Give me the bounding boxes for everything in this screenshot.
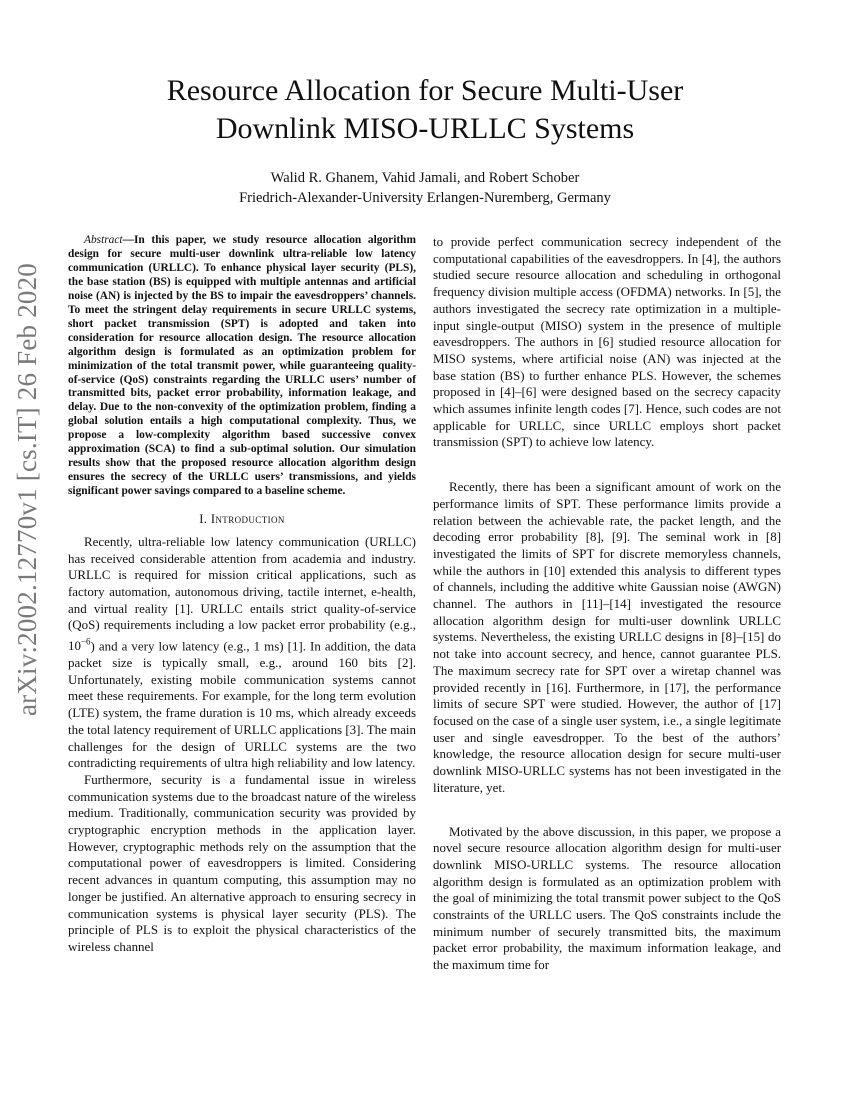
abstract <box>68 234 416 499</box>
arxiv-identifier-text: arXiv:2002.12770v1 [cs.IT] 26 Feb 2020 <box>12 262 43 716</box>
abstract-text: —In this paper, we study resource allocation algorithm design for secure multi-user downlink ultra-reliable low latency communication (URLLC). To enhance physical layer security (PLS), the base station (BS) is equipped with multiple antennas and artificial noise (AN) is injected by the BS to impair the eavesdroppers’ channels. To meet the stringent delay requirements in secure URLLC systems, short packet transmission (SPT) is adopted and taken into consideration for resource allocation design. The resource allocation algorithm design is formulated as an optimization problem for minimization of the total transmit power, while guaranteeing quality-of-service (QoS) constraints regarding the URLLC users’ number of transmitted bits, packet error probability, information leakage, and delay. Due to the non-convexity of the optimization problem, finding a global solution entails a high computational complexity. Thus, we propose a low-complexity algorithm based successive convex approximation (SCA) to find a sub-optimal solution. Our simulation results show that the proposed resource allocation algorithm design ensures the secrecy of the URLLC users’ transmissions, and yields significant power savings compared to a baseline scheme. <box>68 234 416 498</box>
paper-title-line-1: Resource Allocation for Secure Multi-User <box>166 74 684 107</box>
intro-paragraph-5: Motivated by the above discussion, in this paper, we propose a novel secure resource allocation algorithm design for multi-user downlink MISO-URLLC systems. The resource allocation algorithm design is formulated as an optimization problem with the goal of minimizing the total transmit power subject to the QoS constraints of the URLLC users. The QoS constraints include the minimum number of securely transmitted bits, the maximum packet error probability, the maximum information leakage, and the maximum time for <box>433 823 781 973</box>
paper-title <box>60 72 790 148</box>
author-affiliation: Friedrich-Alexander-University Erlangen-Nuremberg, Germany <box>239 190 611 206</box>
exponent-power: −6 <box>80 637 91 648</box>
right-column <box>433 234 781 974</box>
intro-paragraph-1-text-b: ) and a very low latency (e.g., 1 ms) [1]. In addition, the data packet size is typically small, e.g., around 160 bits [2]. Unfortunately, existing mobile communication systems cannot meet these requirements. For example, for the long term evolution (LTE) system, the frame duration is 10 ms, which already exceeds the total latency requirement of URLLC applications [3]. The main challenges for the design of URLLC systems are the two contradicting requirements of ultra high reliability and low latency. <box>68 638 416 771</box>
intro-paragraph-2: Furthermore, security is a fundamental issue in wireless communication systems due to the broadcast nature of the wireless medium. Traditionally, communication security was provided by cryptographic encryption methods in the application layer. However, cryptographic methods rely on the assumption that the computational power of eavesdroppers is limited. Considering recent advances in quantum computing, this assumption may no longer be justified. An alternative approach to ensuring secrecy in communication systems is physical layer security (PLS). The principle of PLS is to exploit the physical characteristics of the wireless channel <box>68 771 416 954</box>
abstract-label: Abstract <box>84 234 123 246</box>
section-title: Introduction <box>210 512 285 527</box>
intro-paragraph-4: Recently, there has been a significant amount of work on the performance limits of SPT. These performance limits provide a relation between the achievable rate, the packet length, and the decoding error probability [8], [9]. The seminal work in [8] investigated the limits of SPT for discrete memoryless channels, while the authors in [10] extended this analysis to different types of channels, including the additive white Gaussian noise (AWGN) channel. The authors in [11]–[14] investigated the resource allocation algorithm design for multi-user downlink URLLC systems. Nevertheless, the existing URLLC designs in [8]–[15] do not take into account secrecy, and hence, cannot guarantee PLS. The maximum secrecy rate for SPT over a wiretap channel was provided recently in [16]. Furthermore, in [17], the performance limits of secure SPT were studied. However, the author of [17] focused on the case of a single user system, i.e., a single legitimate user and single eavesdropper. To the best of the authors’ knowledge, the resource allocation design for secure multi-user downlink MISO-URLLC systems has not been investigated in the literature, yet. <box>433 479 781 795</box>
paper-title-line-2: Downlink MISO-URLLC Systems <box>215 112 635 145</box>
intro-paragraph-1 <box>68 534 416 772</box>
left-column <box>68 234 416 956</box>
author-names: Walid R. Ghanem, Vahid Jamali, and Robert Schober <box>270 170 580 186</box>
arxiv-identifier-stamp <box>6 262 50 716</box>
intro-paragraph-1-text-a: Recently, ultra-reliable low latency communication (URLLC) has received considerable attention from academia and industry. URLLC is required for mission critical applications, such as factory automation, autonomous driving, tactile internet, e-health, and virtual reality [1]. URLLC entails strict quality-of-service (QoS) requirements including a low packet error probability (e.g., <box>68 533 416 633</box>
author-block <box>60 168 790 208</box>
section-heading-introduction <box>68 511 416 528</box>
intro-paragraph-3: to provide perfect communication secrecy independent of the computational capabilities of the eavesdroppers. In [4], the authors studied secure resource allocation and scheduling in orthogonal frequency division multiple access (OFDMA) networks. In [5], the authors investigated the secrecy rate optimization in a multiple-input single-output (MISO) system in the presence of multiple eavesdroppers. The authors in [6] studied resource allocation for MISO systems, where artificial noise (AN) was injected at the base station (BS) to further enhance PLS. However, the schemes proposed in [4]–[6] were designed based on the secrecy capacity which assumes infinite length codes [7]. Hence, such codes are not applicable for URLLC, since URLLC employs short packet transmission (SPT) to achieve low latency. <box>433 234 781 450</box>
exponent-base: 10 <box>68 638 81 654</box>
section-number: I. <box>199 512 211 527</box>
packet-error-exponent <box>68 638 91 653</box>
